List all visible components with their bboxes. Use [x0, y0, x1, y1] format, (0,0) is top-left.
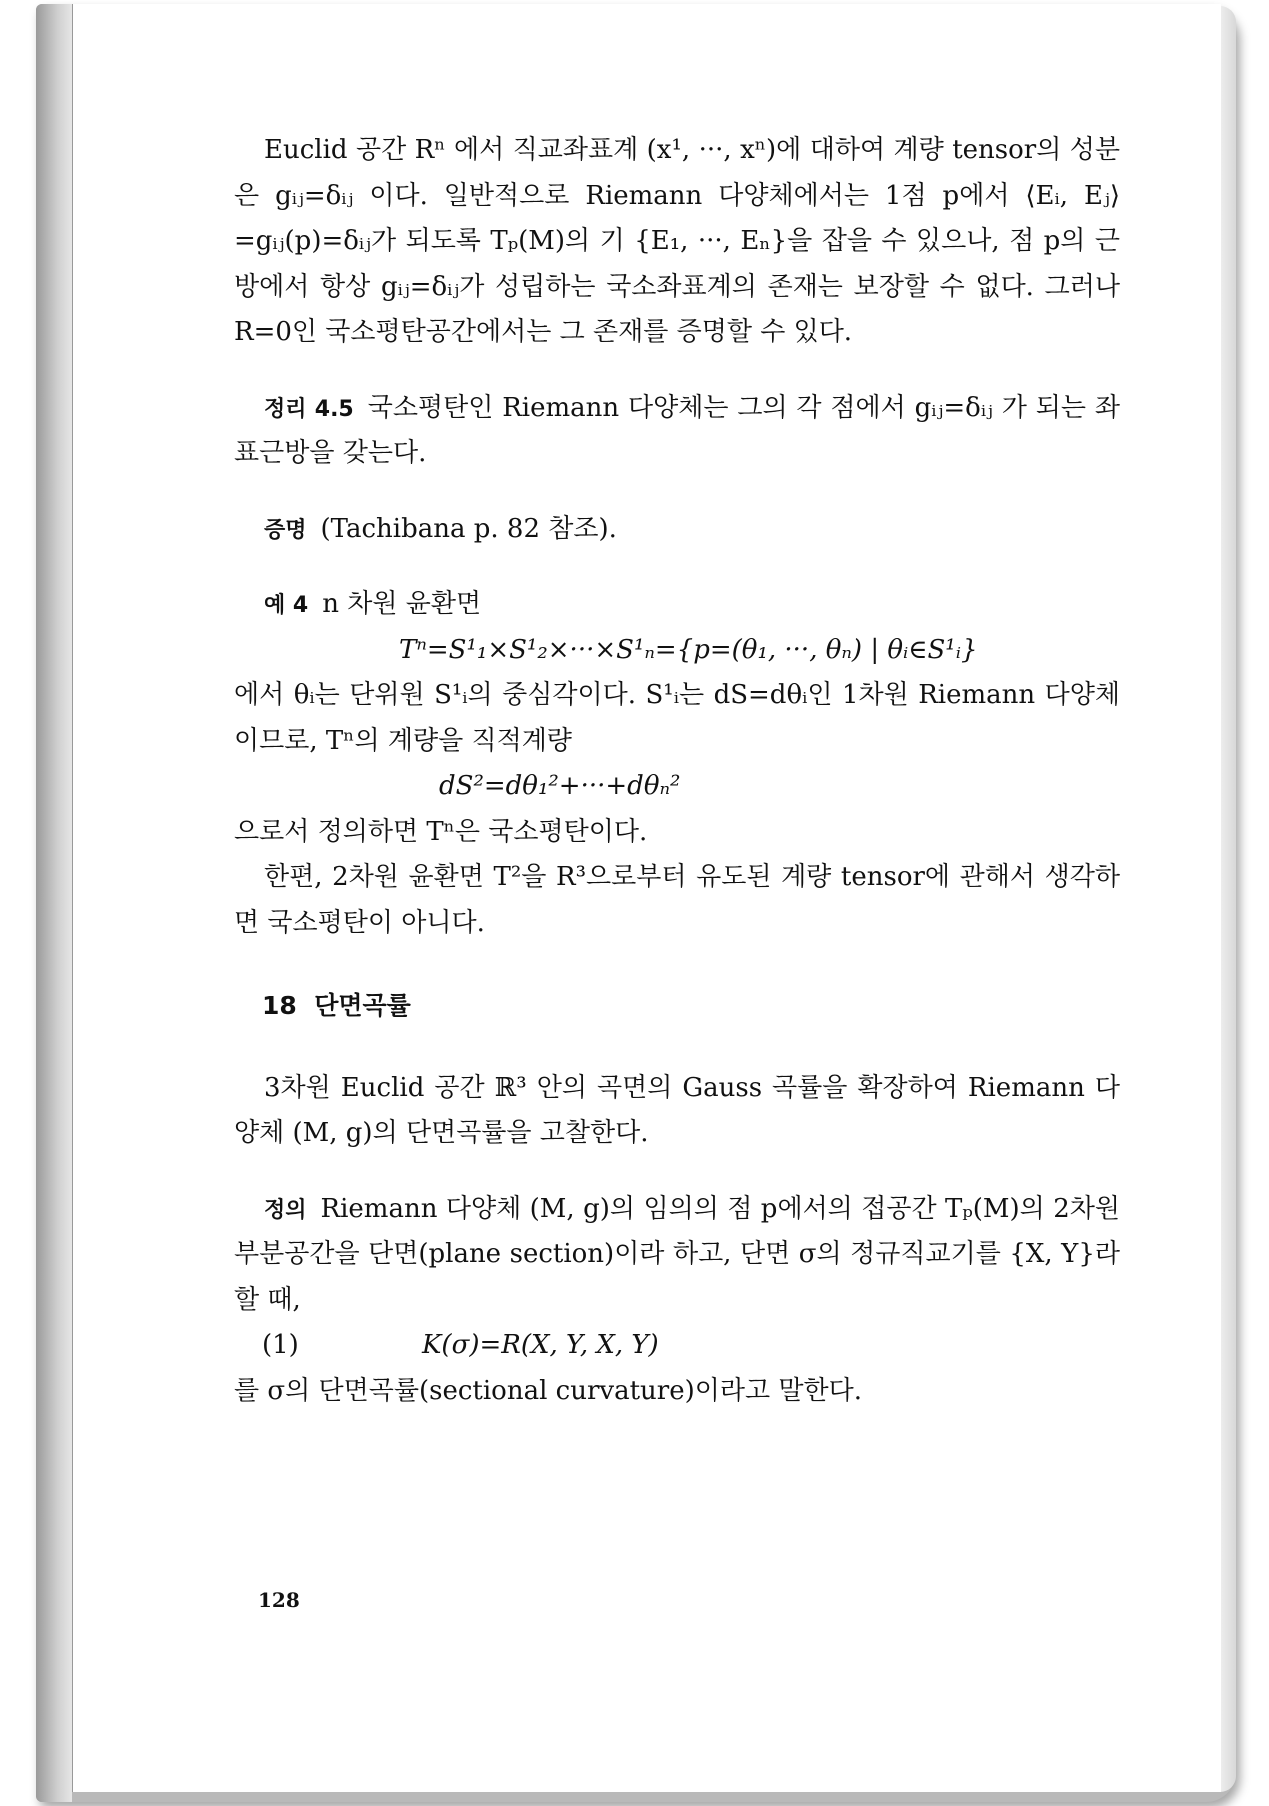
- definition-equation: [234, 1323, 1120, 1369]
- section-title: 단면곡률: [314, 991, 411, 1020]
- proof-text: (Tachibana p. 82 참조).: [320, 513, 617, 544]
- definition: [234, 1187, 1120, 1324]
- book-spine: [36, 4, 72, 1802]
- theorem: [234, 386, 1120, 477]
- proof: [234, 507, 1120, 553]
- example-text-1: 에서 θᵢ는 단위원 S¹ᵢ의 중심각이다. S¹ᵢ는 dS=dθᵢ인 1차원 Riemann 다양체이므로, Tⁿ의 계량을 직적계량: [234, 680, 1120, 756]
- definition-after: 를 σ의 단면곡률(sectional curvature)이라고 말한다.: [234, 1375, 862, 1406]
- example-title: n 차원 윤환면: [322, 589, 482, 619]
- example-label: 예 4: [264, 593, 309, 618]
- definition-label: 정의: [264, 1197, 307, 1223]
- equation-number: (1): [262, 1330, 299, 1361]
- torus-formula: Tⁿ=S¹₁×S¹₂×···×S¹ₙ={p=(θ₁, ···, θₙ) | θᵢ∈S¹ᵢ}: [399, 634, 978, 665]
- section-intro: 3차원 Euclid 공간 ℝ³ 안의 곡면의 Gauss 곡률을 확장하여 Riemann 다양체 (M, g)의 단면곡률을 고찰한다.: [234, 1072, 1120, 1149]
- page-edge: [1220, 6, 1236, 1792]
- example-text-3: 한편, 2차원 윤환면 T²을 R³으로부터 유도된 계량 tensor에 관해서 생각하면 국소평탄이 아니다.: [234, 862, 1120, 938]
- example: [234, 582, 1120, 628]
- definition-text: Riemann 다양체 (M, g)의 임의의 점 p에서의 접공간 Tₚ(M)의 2차원 부분공간을 단면(plane section)이라 하고, 단면 σ의 정규직교기를 {X, Y}라 할 때,: [234, 1193, 1120, 1315]
- page-content: [234, 128, 1120, 1414]
- equation-text: K(σ)=R(X, Y, X, Y): [422, 1330, 659, 1361]
- example-text-2: 으로서 정의하면 Tⁿ은 국소평탄이다.: [234, 816, 648, 847]
- proof-label: 증명: [264, 517, 307, 543]
- theorem-text: 국소평탄인 Riemann 다양체는 그의 각 점에서 gᵢⱼ=δᵢⱼ 가 되는 좌표근방을 갖는다.: [234, 392, 1120, 468]
- metric-formula: dS²=dθ₁²+···+dθₙ²: [439, 771, 681, 801]
- section-number: 18: [262, 991, 297, 1020]
- intro-paragraph: Euclid 공간 Rⁿ 에서 직교좌표계 (x¹, ···, xⁿ)에 대하여 계량 tensor의 성분은 gᵢⱼ=δᵢⱼ 이다. 일반적으로 Riemann 다양체에서는 1점 p에서 ⟨Eᵢ, Eⱼ⟩=gᵢⱼ(p)=δᵢⱼ가 되도록 Tₚ(M)의 기 {E₁, ···, Eₙ}을 잡을 수 있으나, 점 p의 근방에서 항상 gᵢⱼ=δᵢⱼ가 성립하는 국소좌표계의 존재는 보장할 수 없다. 그러나 R=0인 국소평탄공간에서는 그 존재를 증명할 수 있다.: [234, 135, 1120, 347]
- page-number: 128: [258, 1588, 300, 1612]
- section-heading: [234, 984, 1120, 1028]
- theorem-label: 정리 4.5: [264, 396, 354, 422]
